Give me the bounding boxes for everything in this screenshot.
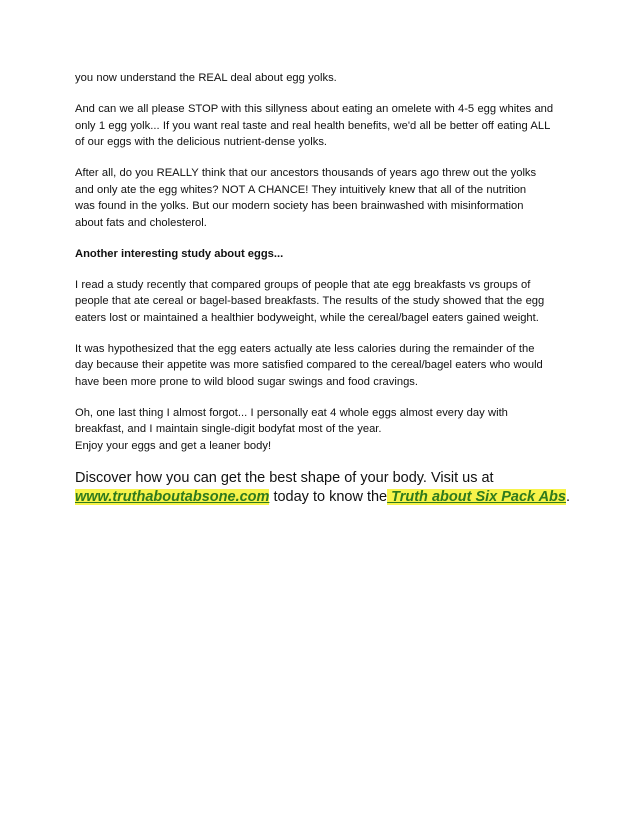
- section-heading: Another interesting study about eggs...: [75, 247, 284, 260]
- paragraph-ancestors: [75, 165, 570, 231]
- text-line: It was hypothesized that the egg eaters actually ate less calories during the remainder of the: [75, 342, 535, 355]
- website-link[interactable]: www.truthaboutabsone.com: [75, 488, 270, 505]
- cta-mid-text: today to know the: [269, 488, 388, 505]
- text-line: and only ate the egg whites? NOT A CHANCE! They intuitively knew that all of the nutrition: [75, 183, 527, 196]
- text-line: only 1 egg yolk... If you want real taste and real health benefits, we'd all be better off eating ALL: [75, 119, 551, 132]
- paragraph-study: [75, 277, 570, 327]
- text-line: was found in the yolks. But our modern society has been brainwashed with misinformation: [75, 200, 524, 212]
- text-line: breakfast, and I maintain single-digit bodyfat most of the year.: [75, 423, 382, 435]
- cta-end-text: .: [565, 488, 571, 505]
- call-to-action: [75, 469, 570, 507]
- paragraph-hypothesis: [75, 341, 570, 391]
- text-line: And can we all please STOP with this sillyness about eating an omelete with 4-5 egg whites and: [75, 103, 554, 115]
- cta-line-2: [75, 488, 570, 507]
- text-line: of our eggs with the delicious nutrient-dense yolks.: [75, 136, 328, 148]
- six-pack-abs-link[interactable]: Truth about Six Pack Abs: [387, 488, 566, 505]
- text-line: eaters lost or maintained a healthier bodyweight, while the cereal/bagel eaters gained weight.: [75, 311, 539, 324]
- text-line: After all, do you REALLY think that our ancestors thousands of years ago threw out the yolks: [75, 167, 537, 179]
- text-line: Oh, one last thing I almost forgot... I personally eat 4 whole eggs almost every day with: [75, 406, 508, 419]
- paragraph-stop-sillyness: [75, 101, 570, 151]
- paragraph-last-thing: [75, 405, 570, 455]
- paragraph-egg-yolks-intro: [75, 70, 570, 87]
- document-page: [75, 70, 570, 507]
- text-line: people that ate cereal or bagel-based breakfasts. The results of the study showed that the egg: [75, 295, 545, 307]
- cta-line-1: Discover how you can get the best shape of your body. Visit us at: [75, 469, 494, 486]
- text-line: day because their appetite was more satisfied compared to the cereal/bagel eaters who would: [75, 359, 543, 371]
- text-line: Enjoy your eggs and get a leaner body!: [75, 439, 272, 452]
- text-line: about fats and cholesterol.: [75, 216, 207, 229]
- text-line: you now understand the REAL deal about egg yolks.: [75, 72, 337, 84]
- text-line: I read a study recently that compared groups of people that ate egg breakfasts vs groups of: [75, 278, 531, 291]
- text-line: have been more prone to wild blood sugar swings and food cravings.: [75, 375, 419, 388]
